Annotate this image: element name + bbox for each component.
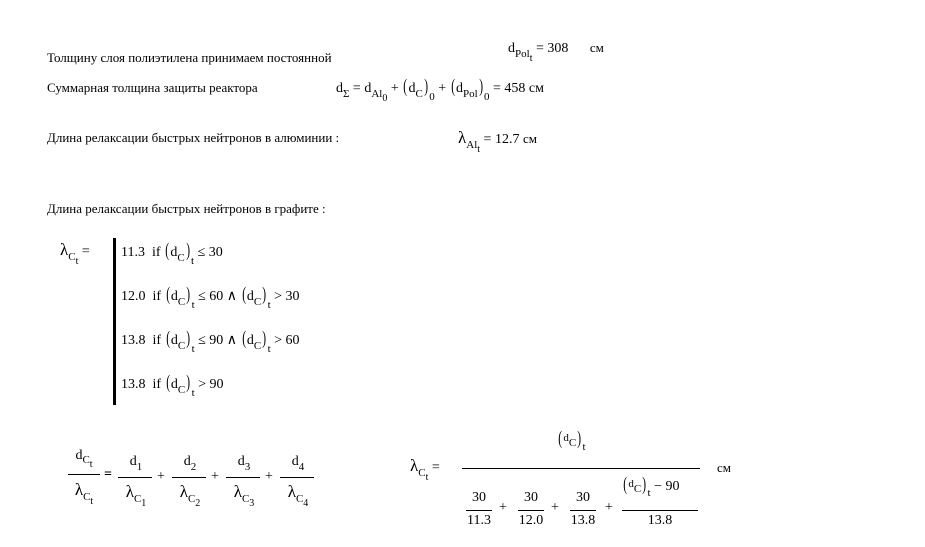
inner-plus-3: + [605, 500, 613, 515]
ratio-term-3-den: $\lambda_{C3}$ [233, 482, 255, 509]
ratio-term-1-den: $\lambda_{C1}$ [125, 482, 147, 509]
lambda-graphite-lhs: $\lambda_{Ct}$ = [410, 456, 440, 483]
piecewise-case-2: 12.0 if $(d_C)_t \le 60$ ∧ $(d_C)_t > 30$ [121, 284, 300, 311]
piecewise-brace [113, 238, 116, 405]
inner-plus-2: + [551, 500, 559, 515]
ratio-term-3-num: $d_3$ [237, 454, 251, 473]
ratio-term-2-den: $\lambda_{C2}$ [179, 482, 201, 509]
ratio-equals: = [104, 467, 112, 482]
inner-frac-3-num: 30 [576, 490, 590, 505]
inner-frac-4-num: $(^dC)_t - 90$ [623, 474, 680, 499]
text-line-total-thickness: Суммарная толщина защиты реактора [47, 80, 258, 95]
inner-frac-2-num: 30 [524, 490, 538, 505]
text-line-polyethylene: Толщину слоя полиэтилена принимаем постоянной [47, 50, 332, 65]
equation-pol-thickness: $d_{Polt} = 308$ см [508, 40, 604, 64]
ratio-term-4-bar [280, 477, 314, 478]
inner-frac-4-den: 13.8 [647, 513, 673, 528]
inner-frac-1-num: 30 [472, 490, 486, 505]
inner-frac-3-den: 13.8 [570, 513, 596, 528]
lambda-graphite-main-bar [462, 468, 700, 469]
ratio-term-1-num: $d_1$ [129, 454, 143, 473]
inner-frac-4-bar [622, 510, 698, 511]
ratio-lhs-den: $\lambda_{Ct}$ [74, 480, 94, 507]
ratio-term-2-num: $d_2$ [183, 454, 197, 473]
piecewise-lhs: $\lambda_{Ct}$ = [60, 240, 90, 267]
inner-plus-1: + [499, 500, 507, 515]
ratio-plus-3: + [265, 469, 273, 484]
ratio-term-4-num: $d_4$ [291, 454, 305, 473]
ratio-term-4-den: $\lambda_{C4}$ [287, 482, 309, 509]
text-line-aluminum: Длина релаксации быстрых нейтронов в алюминии : [47, 130, 340, 145]
ratio-plus-1: + [157, 469, 165, 484]
piecewise-case-4: 13.8 if $(d_C)_t > 90$ [121, 372, 224, 399]
lambda-graphite-unit: см [717, 460, 731, 475]
equation-lambda-aluminum: $\lambda_{Alt} = 12.7$ см [458, 128, 537, 155]
ratio-lhs-bar [68, 474, 100, 475]
equation-total-thickness: $d_\Sigma = d_{Al0} + (d_C)_0 + (d_{Pol})_0 = 458$ см [336, 76, 544, 104]
inner-frac-2-bar [518, 510, 544, 511]
inner-frac-1-bar [466, 510, 492, 511]
ratio-term-3-bar [226, 477, 260, 478]
ratio-term-2-bar [172, 477, 206, 478]
piecewise-case-3: 13.8 if $(d_C)_t \le 90$ ∧ $(d_C)_t > 60$ [121, 328, 300, 355]
inner-frac-3-bar [570, 510, 596, 511]
text-line-graphite: Длина релаксации быстрых нейтронов в графите : [47, 201, 326, 216]
ratio-lhs-num: $d_{Ct}$ [75, 448, 93, 470]
ratio-term-1-bar [118, 477, 152, 478]
inner-frac-2-den: 12.0 [518, 513, 544, 528]
lambda-graphite-num: $(^dC)_t$ [558, 428, 586, 453]
piecewise-case-1: 11.3 if $(d_C)_t \le 30$ [121, 240, 223, 267]
ratio-plus-2: + [211, 469, 219, 484]
inner-frac-1-den: 11.3 [467, 513, 491, 528]
